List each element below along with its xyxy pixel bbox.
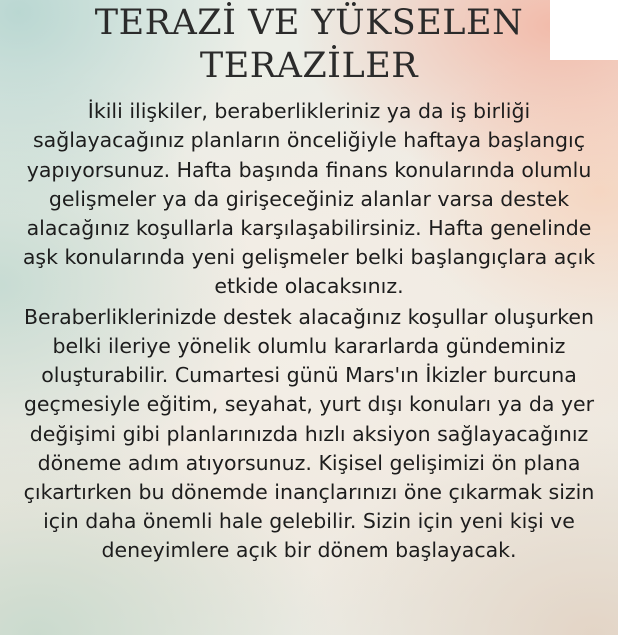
page-title-line-1: TERAZİ VE YÜKSELEN (94, 3, 524, 43)
paragraph-2: Beraberliklerinizde destek alacağınız koşullar oluşurken belki ileriye yönelik olumlu kararlarda gündeminiz oluşturabilir. Cumartesi günü Mars'ın İkizler burcuna geçmesiyle eğitim, seyahat, yurt dışı konuları ya da yer değişimi gibi planlarınızda hızlı aksiyon sağlayacağınız döneme adım atıyorsunuz. Kişisel gelişimizi ön plana çıkartırken bu dönemde inançlarınızı öne çıkarmak sizin için daha önemli hale gelebilir. Sizin için yeni kişi ve deneyimlere açık bir dönem başlayacak. (23, 305, 595, 563)
horoscope-body (14, 87, 604, 565)
page-title (14, 0, 604, 87)
paragraph-1: İkili ilişkiler, beraberlikleriniz ya da iş birliği sağlayacağınız planların önceliğiyle haftaya başlangıç yapıyorsunuz. Hafta başında finans konularında olumlu gelişmeler ya da girişeceğiniz alanlar varsa destek alacağınız koşullarla karşılaşabilirsiniz. Hafta genelinde aşk konularında yeni gelişmeler belki başlangıçlara açık etkide olacaksınız. (22, 99, 596, 299)
page-title-line-2: TERAZİLER (199, 45, 419, 86)
